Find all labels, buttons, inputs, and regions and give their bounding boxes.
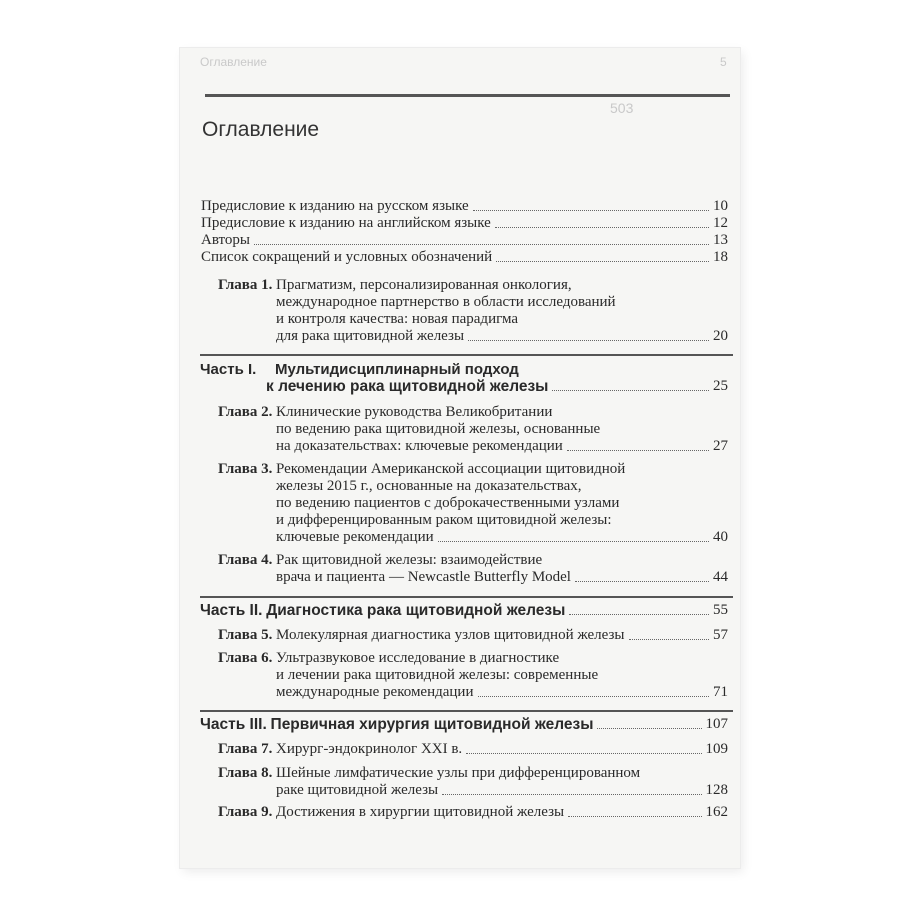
chapter-label: Глава 7. [218,741,273,757]
page-title: Оглавление [202,118,320,141]
entry-page: 71 [713,684,728,700]
toc-entry[interactable] [266,378,728,395]
chapter-title-line: Хирург-эндокринолог XXI в. [276,741,463,757]
chapter-title-line: для рака щитовидной железы [276,328,465,344]
chapter-title-line: и лечении рака щитовидной железы: современные [276,667,599,683]
chapter-title-line: Достижения в хирургии щитовидной железы [276,804,565,820]
chapter-title-line: по ведению рака щитовидной железы, основанные [276,421,601,437]
chapter-title-line: на доказательствах: ключевые рекомендации [276,438,563,454]
leader-dots [597,728,701,729]
part-label: Часть I. [200,361,257,378]
toc-entry[interactable] [276,529,728,546]
leader-dots [466,753,701,754]
toc-entry[interactable] [276,569,728,586]
section-divider [200,596,733,598]
leader-dots [552,390,709,391]
leader-dots [438,541,709,542]
chapter-title-line: и дифференцированным раком щитовидной железы: [276,512,612,528]
chapter-title-line: по ведению пациентов с доброкачественными узлами [276,495,620,511]
leader-dots [473,210,709,211]
entry-page: 13 [713,232,728,248]
part-title-line: Диагностика рака щитовидной железы [266,602,566,619]
entry-page: 162 [705,804,728,820]
entry-title: Авторы [201,232,250,248]
entry-page: 18 [713,249,728,265]
toc-entry[interactable] [201,215,728,232]
chapter-title-line: Шейные лимфатические узлы при дифференцированном [276,765,641,781]
chapter-label: Глава 6. [218,650,273,666]
entry-page: 55 [713,602,728,618]
toc-entry[interactable] [276,782,728,799]
leader-dots [496,261,709,262]
chapter-label: Глава 4. [218,552,273,568]
toc-entry[interactable] [200,716,728,733]
entry-title: Список сокращений и условных обозначений [201,249,493,265]
chapter-title-line: международное партнерство в области исследований [276,294,616,310]
header-rule [205,94,730,97]
chapter-title-line: и контроля качества: новая парадигма [276,311,519,327]
entry-page: 109 [705,741,728,757]
toc-entry[interactable] [201,198,728,215]
toc-entry[interactable] [276,328,728,345]
chapter-title-line: Рекомендации Американской ассоциации щитовидной [276,461,626,477]
toc-entry[interactable] [218,627,728,644]
entry-page: 128 [705,782,728,798]
leader-dots [629,639,709,640]
toc-entry[interactable] [201,249,728,266]
chapter-label: Глава 8. [218,765,273,781]
leader-dots [568,816,701,817]
section-divider [200,354,733,356]
chapter-label: Глава 9. [218,804,273,820]
leader-dots [478,696,710,697]
part-label: Часть II. [200,602,263,619]
bleed-through-text: Оглавление [200,55,267,69]
entry-title: Предисловие к изданию на русском языке [201,198,469,214]
entry-page: 12 [713,215,728,231]
toc-entry[interactable] [276,438,728,455]
entry-page: 107 [705,716,728,732]
chapter-title-line: Молекулярная диагностика узлов щитовидной железы [276,627,625,643]
part-title-line: Мультидисциплинарный подход [275,361,519,378]
chapter-title-line: Ультразвуковое исследование в диагностике [276,650,560,666]
toc-entry[interactable] [218,741,728,758]
chapter-title-line: ключевые рекомендации [276,529,434,545]
entry-page: 10 [713,198,728,214]
chapter-title-line: Рак щитовидной железы: взаимодействие [276,552,543,568]
chapter-title-line: международные рекомендации [276,684,474,700]
leader-dots [575,581,709,582]
entry-page: 44 [713,569,728,585]
entry-page: 27 [713,438,728,454]
entry-page: 57 [713,627,728,643]
chapter-label: Глава 5. [218,627,273,643]
bleed-through-text: 503 [610,100,634,116]
chapter-label: Глава 1. [218,277,273,293]
leader-dots [254,244,709,245]
toc-entry[interactable] [200,602,728,619]
leader-dots [567,450,709,451]
part-title-line: к лечению рака щитовидной железы [266,378,549,395]
chapter-title-line: врача и пациента — Newcastle Butterfly Model [276,569,571,585]
chapter-label: Глава 3. [218,461,273,477]
leader-dots [468,340,709,341]
leader-dots [442,794,701,795]
entry-page: 40 [713,529,728,545]
entry-page: 20 [713,328,728,344]
leader-dots [569,614,709,615]
toc-entry[interactable] [201,232,728,249]
chapter-title-line: железы 2015 г., основанные на доказательствах, [276,478,582,494]
section-divider [200,710,733,712]
toc-entry[interactable] [276,684,728,701]
entry-page: 25 [713,378,728,394]
bleed-through-text: 5 [720,55,727,69]
entry-title: Предисловие к изданию на английском языке [201,215,491,231]
part-title-line: Первичная хирургия щитовидной железы [270,716,594,733]
part-label: Часть III. [200,716,267,733]
chapter-title-line: раке щитовидной железы [276,782,439,798]
chapter-title-line: Клинические руководства Великобритании [276,404,553,420]
chapter-title-line: Прагматизм, персонализированная онкология, [276,277,572,293]
toc-entry[interactable] [218,804,728,821]
leader-dots [495,227,709,228]
chapter-label: Глава 2. [218,404,273,420]
